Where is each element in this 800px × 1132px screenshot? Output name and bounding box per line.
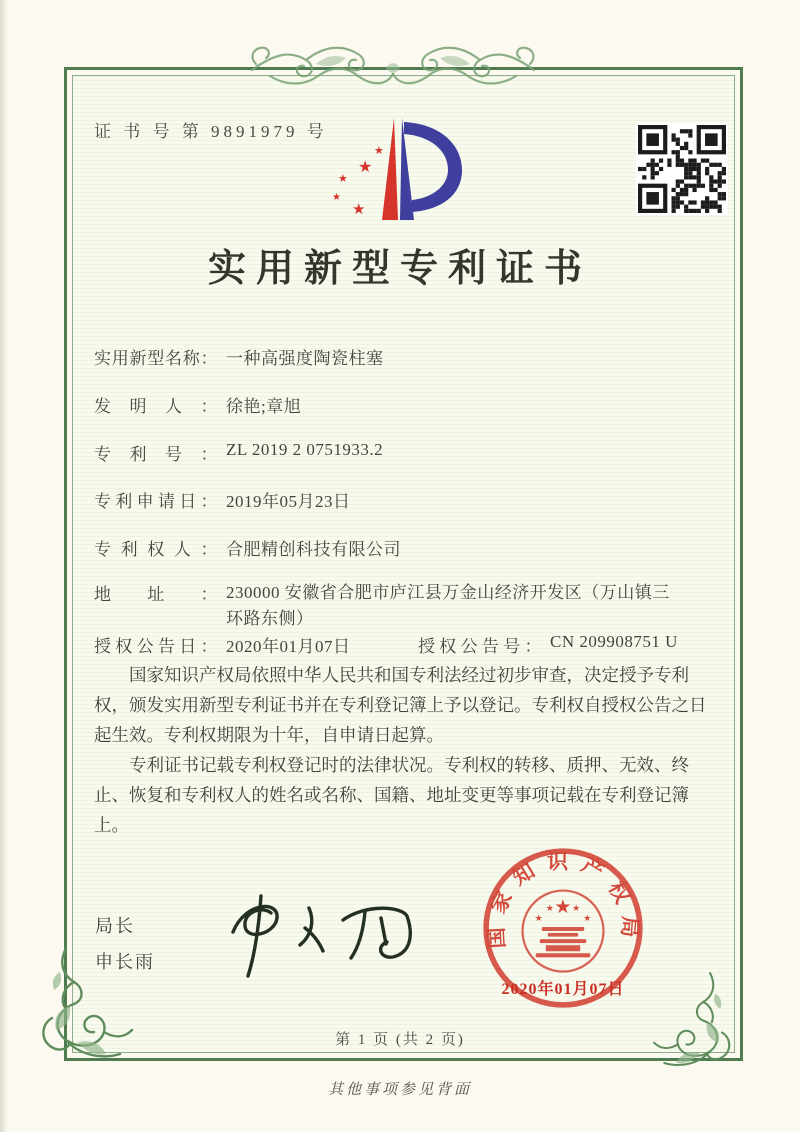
field-row-filing-date: [94, 487, 351, 512]
director-name-label: 申长雨: [95, 952, 155, 972]
field-label: 发明人：: [94, 397, 218, 416]
logo-star-icon: ★: [374, 145, 384, 157]
page-number: 第 1 页 (共 2 页): [335, 1032, 465, 1048]
field-value: 合肥精创科技有限公司: [226, 540, 401, 559]
corner-ornament-bottom-left: [8, 942, 136, 1074]
body-paragraph-1: 国家知识产权局依照中华人民共和国专利法经过初步审查，决定授予专利权，颁发实用新型专利证书并在专利登记簿上予以登记。专利权自授权公告之日起生效。专利权期限为十年，自申请日起算。: [94, 665, 707, 745]
field-row-grant: [94, 632, 714, 657]
field-value: CN 209908751 U: [550, 632, 678, 651]
field-row-patentee: [94, 535, 401, 560]
certificate-body-text: [94, 660, 714, 840]
field-row-inventor: [94, 392, 301, 417]
director-signature: [205, 878, 420, 986]
back-side-note: 其他事项参见背面: [327, 1082, 472, 1098]
field-label: 授权公告日：: [94, 637, 218, 656]
logo-star-icon: ★: [358, 159, 373, 176]
field-value: 一种高强度陶瓷柱塞: [226, 349, 384, 368]
svg-text:★: ★: [545, 902, 554, 913]
svg-text:★: ★: [572, 902, 581, 913]
field-grant-number: [418, 632, 678, 657]
field-label: 专利权人：: [94, 540, 218, 559]
national-emblem-icon: [523, 891, 604, 972]
certificate-title: 实用新型专利证书: [207, 248, 592, 290]
logo-star-icon: ★: [338, 173, 348, 185]
svg-text:★: ★: [583, 912, 592, 923]
seal-date: 2020年01月07日: [501, 981, 625, 998]
field-label: 专利申请日：: [94, 492, 218, 511]
field-value: 230000 安徽省合肥市庐江县万金山经济开发区（万山镇三环路东侧）: [226, 583, 670, 628]
director-title-label: 局长: [95, 916, 135, 936]
logo-star-icon: ★: [352, 202, 366, 218]
field-value: ZL 2019 2 0751933.2: [226, 440, 384, 459]
logo-star-icon: ★: [332, 192, 341, 203]
corner-ornament-bottom-right: [642, 968, 768, 1080]
top-flourish-ornament: [246, 24, 540, 98]
field-label: 地址：: [94, 585, 218, 604]
qr-code: [636, 123, 728, 215]
field-label: 实用新型名称：: [94, 349, 218, 368]
svg-text:★: ★: [554, 896, 572, 918]
seal-ring-text: 国家知识产权局: [483, 849, 643, 950]
field-row-utility-name: [94, 344, 384, 369]
field-label: 授权公告号：: [418, 637, 542, 656]
svg-text:★: ★: [534, 912, 543, 923]
field-value: 2020年01月07日: [226, 637, 351, 656]
field-label: 专利号：: [94, 445, 218, 464]
certificate-number: 证 书 号 第 9891979 号: [94, 122, 328, 141]
field-row-patent-number: [94, 440, 383, 465]
cnipa-logo-icon: [330, 108, 472, 228]
body-paragraph-2: 专利证书记载专利权登记时的法律状况。专利权的转移、质押、无效、终止、恢复和专利权人的姓名或名称、国籍、地址变更等事项记载在专利登记簿上。: [94, 755, 689, 835]
field-value: 徐艳;章旭: [226, 397, 302, 416]
field-value: 2019年05月23日: [226, 492, 351, 511]
field-row-address: [94, 580, 678, 632]
